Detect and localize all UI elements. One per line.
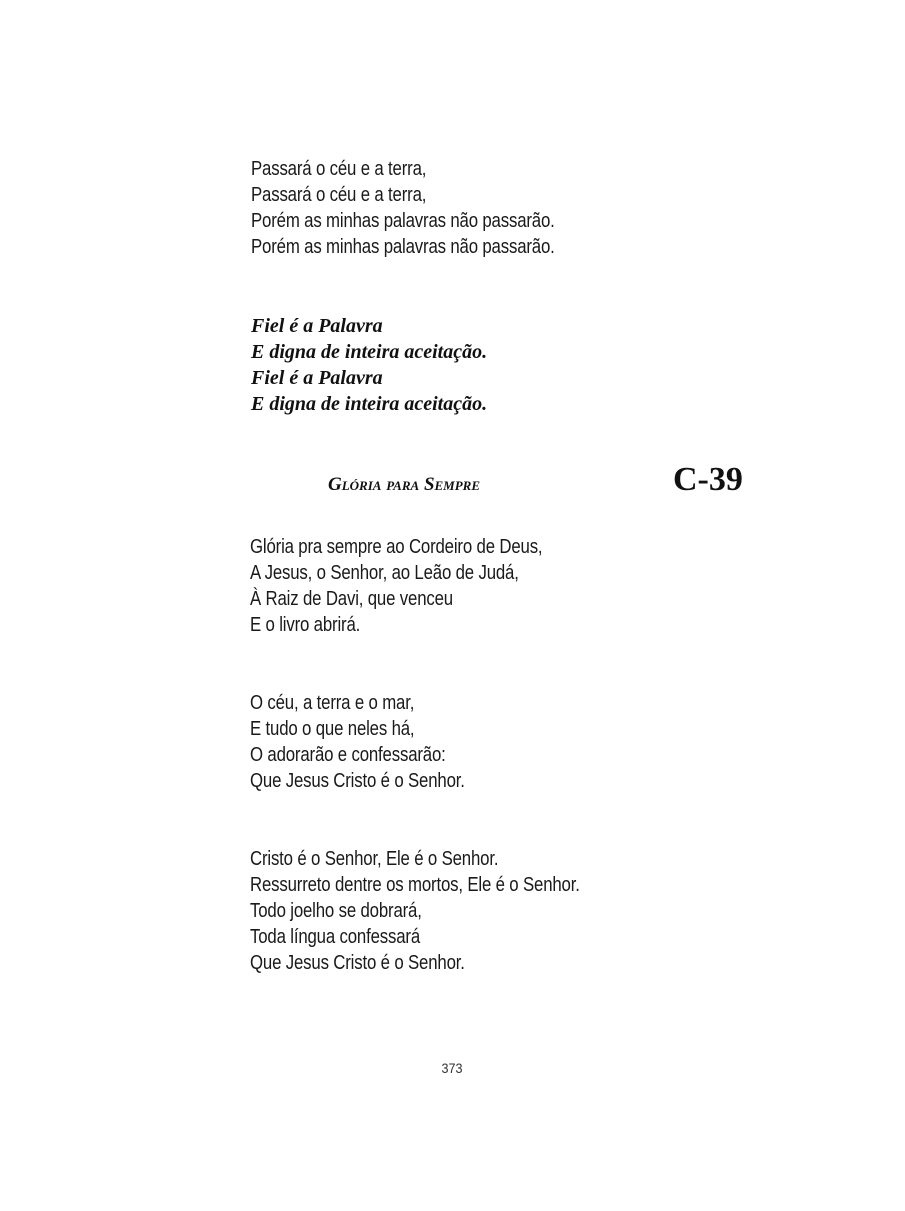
previous-hymn-verse bbox=[251, 156, 555, 260]
lyric-line: Glória pra sempre ao Cordeiro de Deus, bbox=[250, 536, 543, 558]
hymn-stanza-1 bbox=[250, 534, 542, 638]
lyric-line: Todo joelho se dobrará, bbox=[250, 900, 422, 922]
lyric-line: Que Jesus Cristo é o Senhor. bbox=[250, 770, 465, 792]
lyric-line: O adorarão e confessarão: bbox=[250, 744, 446, 766]
previous-hymn-chorus bbox=[251, 313, 487, 417]
lyric-line: Passará o céu e a terra, bbox=[251, 184, 427, 206]
hymn-stanza-3 bbox=[250, 846, 580, 976]
lyric-line: Cristo é o Senhor, Ele é o Senhor. bbox=[250, 848, 499, 870]
lyric-line: À Raiz de Davi, que venceu bbox=[250, 588, 453, 610]
lyric-line: Porém as minhas palavras não passarão. bbox=[251, 210, 555, 232]
chorus-line: Fiel é a Palavra bbox=[251, 367, 383, 389]
lyric-line: Ressurreto dentre os mortos, Ele é o Senhor. bbox=[250, 874, 580, 896]
lyric-line: A Jesus, o Senhor, ao Leão de Judá, bbox=[250, 562, 519, 584]
chorus-line: Fiel é a Palavra bbox=[251, 315, 383, 337]
chorus-line: E digna de inteira aceitação. bbox=[251, 393, 488, 415]
lyric-line: Porém as minhas palavras não passarão. bbox=[251, 236, 555, 258]
lyric-line: Passará o céu e a terra, bbox=[251, 158, 427, 180]
hymn-stanza-2 bbox=[250, 690, 465, 794]
hymn-title: Glória para Sempre bbox=[328, 474, 481, 495]
lyric-line: E tudo o que neles há, bbox=[250, 718, 415, 740]
lyric-line: Que Jesus Cristo é o Senhor. bbox=[250, 952, 465, 974]
hymn-number: C-39 bbox=[673, 461, 743, 498]
chorus-line: E digna de inteira aceitação. bbox=[251, 341, 488, 363]
page-number: 373 bbox=[441, 1060, 463, 1076]
lyric-line: E o livro abrirá. bbox=[250, 614, 361, 636]
lyric-line: Toda língua confessará bbox=[250, 926, 421, 948]
lyric-line: O céu, a terra e o mar, bbox=[250, 692, 415, 714]
